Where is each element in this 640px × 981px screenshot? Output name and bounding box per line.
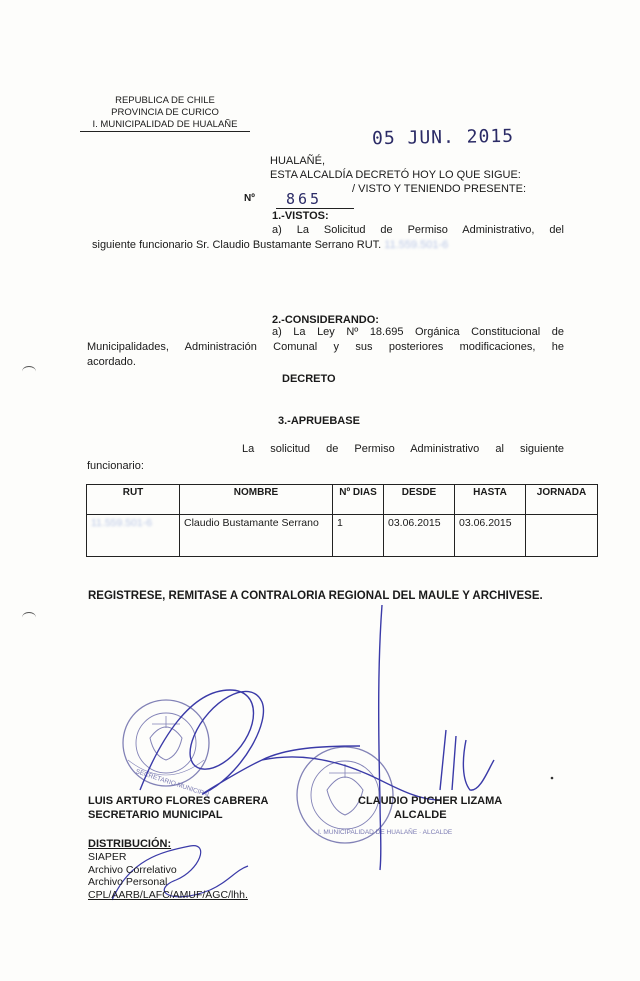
- signatory-left-role: SECRETARIO MUNICIPAL: [88, 809, 223, 821]
- header-republica: REPUBLICA DE CHILE: [115, 95, 215, 106]
- col-rut: RUT: [87, 485, 180, 515]
- hole-punch-mark-bottom: [22, 612, 36, 623]
- closing-statement: REGISTRESE, REMITASE A CONTRALORIA REGIONAL DEL MAULE Y ARCHIVESE.: [88, 590, 543, 602]
- cell-rut: 11.559.501-6: [87, 515, 180, 557]
- col-desde: DESDE: [384, 485, 455, 515]
- apruebase-line-a: La solicitud de Permiso Administrativo al siguiente: [242, 443, 564, 455]
- col-nombre: NOMBRE: [180, 485, 333, 515]
- list-item: SIAPER: [88, 851, 127, 863]
- seal-left: [123, 700, 209, 786]
- list-item: CPL/AARB/LAFC/AMUF/AGC/lhh.: [88, 888, 248, 901]
- place-name: HUALAÑÉ,: [270, 155, 326, 167]
- seal-right-text: I. MUNICIPALIDAD DE HUALAÑE · ALCALDE: [318, 829, 453, 836]
- cell-nombre: Claudio Bustamante Serrano: [180, 515, 333, 557]
- header-provincia: PROVINCIA DE CURICO: [111, 107, 219, 118]
- list-item: Archivo Correlativo: [88, 863, 177, 876]
- apruebase-title: 3.-APRUEBASE: [278, 415, 360, 427]
- ink-dot: [551, 777, 554, 780]
- cell-hasta: 03.06.2015: [455, 515, 526, 557]
- hole-punch-mark-top: [22, 366, 36, 377]
- col-dias: Nº DIAS: [333, 485, 384, 515]
- col-jornada: JORNADA: [526, 485, 598, 515]
- signature-left: [140, 690, 360, 794]
- distribution-list: [88, 851, 248, 901]
- header-municipalidad: I. MUNICIPALIDAD DE HUALAÑE: [80, 119, 250, 132]
- decree-number-prefix: Nº: [244, 193, 255, 204]
- considerando-title: 2.-CONSIDERANDO:: [272, 314, 379, 326]
- rut-redacted: 11.559.501-6: [384, 239, 449, 251]
- decreto-heading: DECRETO: [282, 373, 336, 385]
- cell-jornada: [526, 515, 598, 557]
- vistos-line-a: a) La Solicitud de Permiso Administrativo, del: [272, 224, 564, 236]
- seal-left-text: SECRETARIO MUNICIPAL: [134, 768, 212, 800]
- vistos-line-b: [92, 238, 448, 252]
- col-hasta: HASTA: [455, 485, 526, 515]
- decree-intro-line: ESTA ALCALDÍA DECRETÓ HOY LO QUE SIGUE:: [270, 169, 521, 181]
- signature-right: [262, 605, 494, 870]
- cell-desde: 03.06.2015: [384, 515, 455, 557]
- vistos-title: 1.-VISTOS:: [272, 210, 329, 222]
- permit-table: [86, 484, 598, 557]
- apruebase-line-b: funcionario:: [87, 460, 144, 472]
- list-item: Archivo Personal: [88, 876, 168, 888]
- distribution-title: DISTRIBUCIÓN:: [88, 838, 172, 850]
- vistos-line-b-text: siguiente funcionario Sr. Claudio Bustamante Serrano RUT.: [92, 239, 382, 251]
- table-row: [87, 515, 598, 557]
- table-header-row: [87, 485, 598, 515]
- considerando-line-c: acordado.: [87, 356, 136, 368]
- date-stamp: 05 JUN. 2015: [371, 125, 515, 150]
- signatory-right-role: ALCALDE: [394, 809, 447, 821]
- considerando-line-a: a) La Ley Nº 18.695 Orgánica Constitucional de: [272, 326, 564, 338]
- considerando-line-b: Municipalidades, Administración Comunal y sus posteriores modificaciones, he: [87, 341, 564, 353]
- signatory-right-name: CLAUDIO PUCHER LIZAMA: [358, 795, 503, 807]
- signatory-left-name: LUIS ARTURO FLORES CABRERA: [88, 795, 269, 807]
- visto-line: / VISTO Y TENIENDO PRESENTE:: [352, 183, 527, 195]
- decree-number: 865: [276, 190, 354, 209]
- cell-dias: 1: [333, 515, 384, 557]
